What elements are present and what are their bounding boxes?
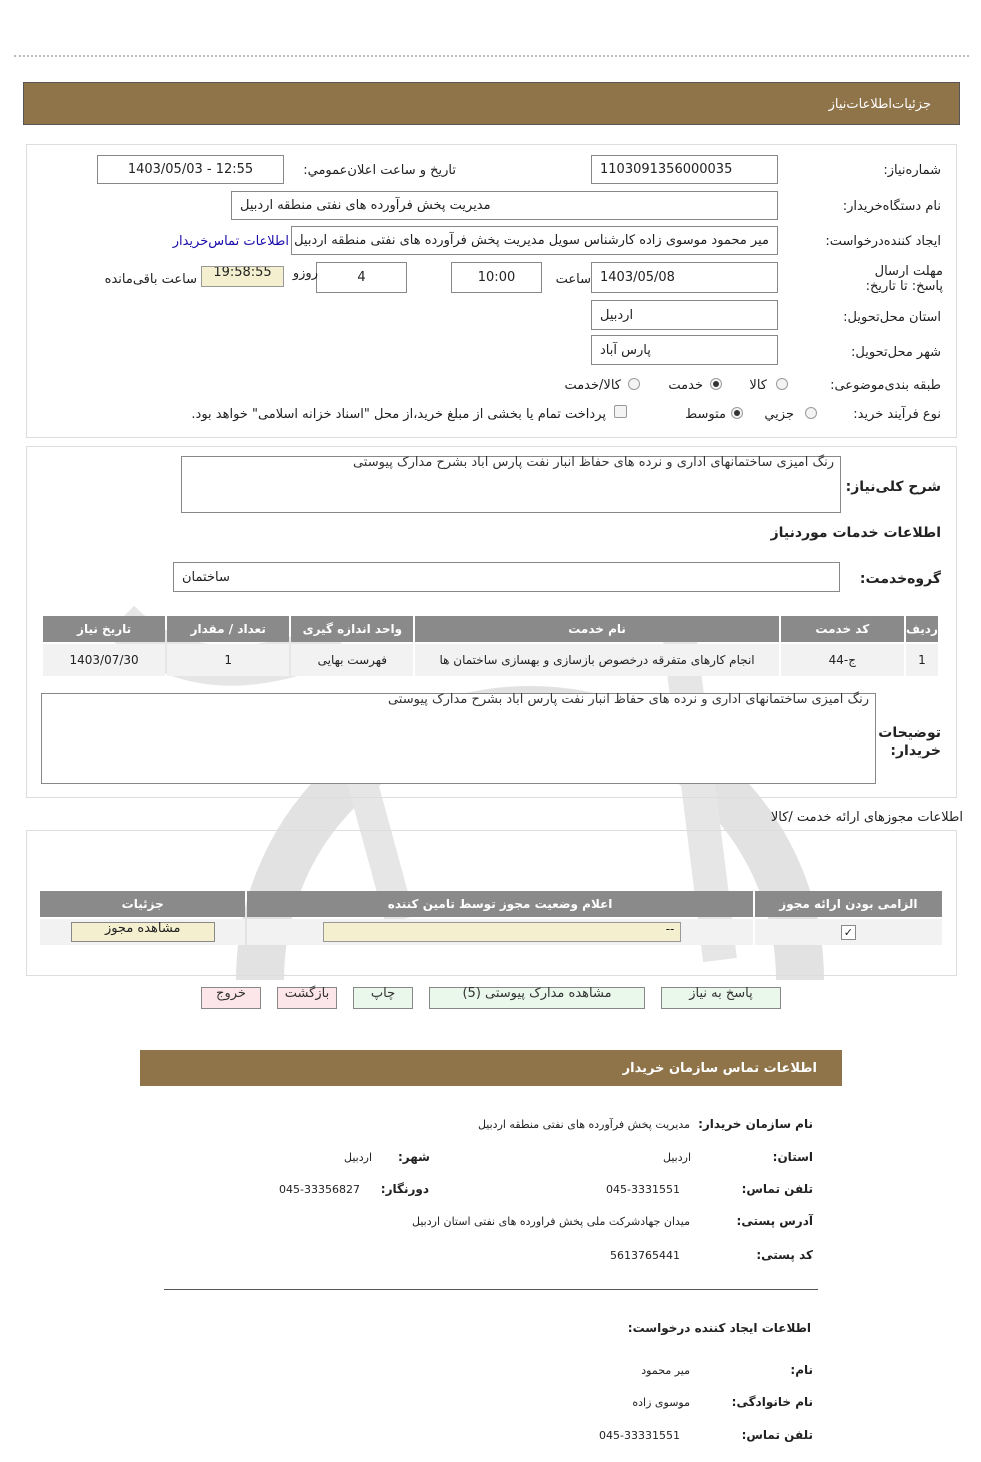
row-code: ج-44 xyxy=(781,644,904,676)
remain-label: ساعت باقی‌مانده xyxy=(104,272,197,287)
col-unit: واحد اندازه گيرى xyxy=(291,616,413,642)
announce-label: تاريخ و ساعت اعلان‌عمومي: xyxy=(303,163,456,178)
back-button[interactable]: بازگشت xyxy=(277,987,337,1009)
remain-time-field: 19:58:55 xyxy=(201,266,284,287)
process-radio-medium[interactable] xyxy=(731,407,743,419)
contact-province-label: استان: xyxy=(772,1150,813,1164)
province-label: استان محل‌تحويل: xyxy=(843,310,941,325)
contact-city-value: اردبيل xyxy=(344,1151,372,1164)
category-radio-goods-service[interactable] xyxy=(628,378,640,390)
permit-status-field[interactable]: -- xyxy=(323,922,681,942)
page-header xyxy=(23,82,960,125)
description-label: شرح کلی‌نیاز: xyxy=(845,479,941,495)
col-date: تاريخ نياز xyxy=(43,616,165,642)
services-title: اطلاعات خدمات مورد‌نیاز xyxy=(770,525,941,541)
requester-family-label: نام خانوادگى: xyxy=(731,1395,813,1409)
contact-postal-label: کد پستى: xyxy=(756,1248,813,1262)
buyer-label: نام دستگاه‌خريدار: xyxy=(842,199,941,214)
process-label: نوع فرآيند خريد: xyxy=(853,407,941,422)
process-option-minor: جزيي xyxy=(764,407,794,422)
col-permit-details: جزئيات xyxy=(40,891,245,917)
treasury-payment-checkbox[interactable] xyxy=(614,405,627,418)
view-docs-button[interactable]: مشاهده مدارک پيوستى (5) xyxy=(429,987,645,1009)
buyer-notes-box: رنگ اميزى ساختمانهاى ادارى و نرده هاى حفاظ انبار نفت پارس اباد بشرح مدارک پيوستى xyxy=(41,693,876,784)
contact-address-label: آدرس پستى: xyxy=(736,1214,813,1228)
need-number-label: شماره‌نیاز: xyxy=(883,163,941,178)
page-title: جزئیات‌اطلاعات‌نیاز xyxy=(828,97,931,112)
contact-city-label: شهر: xyxy=(398,1150,430,1164)
col-permit-required: الزامی بودن ارائه مجوز xyxy=(755,891,942,917)
contact-title: اطلاعات تماس سازمان خريدار xyxy=(622,1061,817,1076)
contact-address-value: ميدان جهادشرکت ملى پخش فراورده هاى نفتى استان اردبيل xyxy=(412,1215,690,1228)
requester-phone-label: تلفن تماس: xyxy=(741,1428,813,1442)
creator-label: ايجاد کننده‌درخواست: xyxy=(825,234,941,249)
table-row xyxy=(40,919,942,945)
days-field: 4 xyxy=(316,262,407,293)
col-name: نام خدمت xyxy=(415,616,778,642)
category-radio-service[interactable] xyxy=(710,378,722,390)
contact-org-value: مديريت پخش فرآورده هاى نفتى منطقه اردبيل xyxy=(477,1118,690,1131)
permit-required-checkbox[interactable]: ✓ xyxy=(841,925,856,940)
creator-field: مير محمود موسوى زاده کارشناس سويل مديريت پخش فرآورده هاى نفتى منطقه اردبيل xyxy=(291,226,778,255)
requester-family-value: موسوى زاده xyxy=(632,1396,690,1409)
view-permit-button[interactable]: مشاهده مجوز xyxy=(71,922,215,942)
requester-phone-value: 045-33331551 xyxy=(599,1429,680,1442)
process-option-medium: متوسط xyxy=(685,407,726,422)
row-qty: 1 xyxy=(167,644,289,676)
row-name: انجام کارهاى متفرقه درخصوص بازسازى و بهسازى ساختمان ها xyxy=(415,644,778,676)
process-radio-minor[interactable] xyxy=(805,407,817,419)
service-group-field: ساختمان xyxy=(173,562,840,592)
city-label: شهر محل‌تحويل: xyxy=(851,345,941,360)
contact-divider xyxy=(164,1289,818,1290)
deadline-time-field: 10:00 xyxy=(451,262,542,293)
service-group-label: گروه‌خدمت: xyxy=(859,571,941,587)
contact-header xyxy=(140,1050,842,1086)
contact-fax-value: 045-33356827 xyxy=(279,1183,360,1196)
need-number-field: 1103091356000035 xyxy=(591,155,778,184)
deadline-date-field: 1403/05/08 xyxy=(591,262,778,293)
category-option-service: خدمت xyxy=(668,378,703,393)
category-label: طبقه بندی‌موضوعی: xyxy=(830,378,941,393)
buyer-field: مديريت پخش فرآورده هاى نفتى منطقه اردبيل xyxy=(231,191,778,220)
contact-province-value: اردبيل xyxy=(663,1151,691,1164)
row-date: 1403/07/30 xyxy=(43,644,165,676)
row-unit: فهرست بهايى xyxy=(291,644,413,676)
contact-phone-label: تلفن تماس: xyxy=(741,1182,813,1196)
requester-name-value: مير محمود xyxy=(641,1364,690,1377)
buyer-notes-label: توضيحات خريدار: xyxy=(878,725,941,759)
print-button[interactable]: چاپ xyxy=(353,987,413,1009)
requester-title: اطلاعات ايجاد کننده درخواست: xyxy=(627,1321,811,1335)
reply-button[interactable]: پاسخ به نياز xyxy=(661,987,781,1009)
payment-note: پرداخت تمام يا بخشى از مبلغ خريد،از محل "اسناد خزانه اسلامى" خواهد بود. xyxy=(191,407,606,422)
contact-postal-value: 5613765441 xyxy=(610,1249,680,1262)
row-number: 1 xyxy=(906,644,938,676)
contact-fax-label: دورنگار: xyxy=(380,1182,429,1196)
city-field: پارس آباد xyxy=(591,335,778,365)
category-option-goods: کالا xyxy=(749,378,767,393)
top-divider xyxy=(14,55,969,57)
col-permit-status: اعلام وضعيت مجوز توسط تامين کننده xyxy=(247,891,752,917)
deadline-label: مهلت ارسال پاسخ: تا تاريخ: xyxy=(865,264,943,294)
table-row xyxy=(43,644,938,676)
permits-title: اطلاعات مجوزهای ارائه خدمت /کالا xyxy=(770,810,963,825)
days-label: روزو xyxy=(292,266,318,281)
announce-field: 1403/05/03 - 12:55 xyxy=(97,155,284,184)
permits-table xyxy=(38,889,944,947)
col-qty: تعداد / مقدار xyxy=(167,616,289,642)
requester-name-label: نام: xyxy=(790,1363,813,1377)
col-row: رديف xyxy=(906,616,938,642)
description-box: رنگ اميزى ساختمانهاى ادارى و نرده هاى حفاظ انبار نفت پارس اباد بشرح مدارک پيوستى xyxy=(181,456,841,513)
category-radio-goods[interactable] xyxy=(776,378,788,390)
buyer-contact-link[interactable]: اطلاعات تماس‌خريدار xyxy=(172,234,289,249)
exit-button[interactable]: خروج xyxy=(201,987,261,1009)
contact-org-label: نام سازمان خريدار: xyxy=(698,1117,813,1131)
province-field: اردبيل xyxy=(591,300,778,330)
category-option-goods-service: کالا/خدمت xyxy=(564,378,621,393)
deadline-time-label: ساعت xyxy=(555,272,591,287)
services-table xyxy=(41,614,940,678)
contact-phone-value: 045-3331551 xyxy=(606,1183,680,1196)
col-code: کد خدمت xyxy=(781,616,904,642)
